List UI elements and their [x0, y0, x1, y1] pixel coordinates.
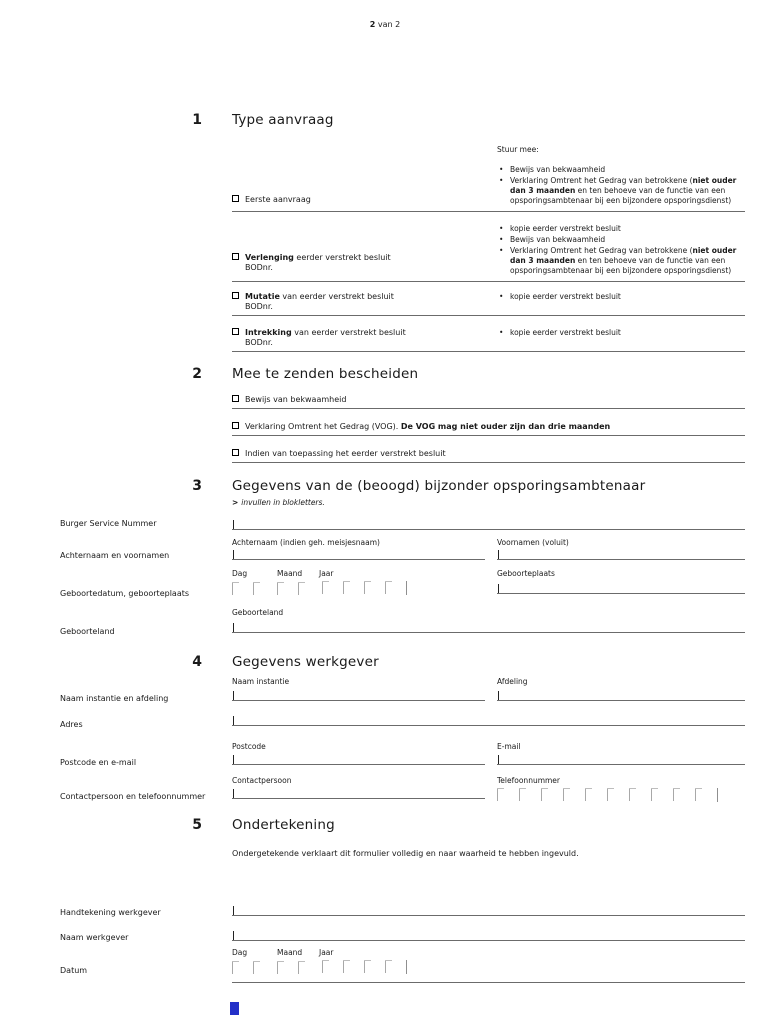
checkbox-row-intrekking[interactable] [232, 328, 485, 338]
bescheiden-item-vog [232, 422, 745, 436]
input-line-afdeling[interactable] [497, 686, 745, 701]
section-5-number: 5 [192, 817, 202, 833]
bodnr-label: BODnr. [245, 263, 273, 272]
side-label-geboorteland: Geboorteland [60, 627, 115, 636]
input-line-datum[interactable] [232, 973, 745, 983]
checkbox-row-mutatie[interactable] [232, 292, 485, 302]
stuur-mee-label: Stuur mee: [497, 145, 539, 154]
checkbox-bewijs-icon[interactable] [232, 395, 239, 402]
section-3-number: 3 [192, 478, 202, 494]
birthdate-comb-field[interactable] [232, 580, 485, 595]
date-labels [232, 569, 485, 578]
stuur-mee-list-eerste [497, 165, 745, 206]
input-line-naam-instantie[interactable] [232, 686, 485, 701]
input-line-postcode[interactable] [232, 751, 485, 765]
section-4-number: 4 [192, 654, 202, 670]
checkbox-mutatie-icon[interactable] [232, 292, 239, 299]
field-label-naam-instantie: Naam instantie [232, 677, 290, 686]
input-line-voornamen[interactable] [497, 547, 745, 560]
checkbox-row-bewijs[interactable] [232, 395, 745, 405]
input-line-bsn[interactable] [232, 519, 745, 530]
list-item: • Bewijs van bekwaamheid [497, 165, 745, 175]
list-item: • Verklaring Omtrent het Gedrag van betrokkene (niet ouder dan 3 maanden en ten behoeve van de functie van een opsporingsambtenaar bij een bijzondere opsporingsdienst) [497, 246, 745, 276]
input-line-achternaam[interactable] [232, 547, 485, 560]
list-item: • kopie eerder verstrekt besluit [497, 292, 745, 302]
corner-print-mark-icon [230, 1002, 239, 1015]
input-line-handtekening[interactable] [232, 906, 745, 916]
stuur-mee-block [497, 145, 745, 207]
checkbox-mutatie-label: Mutatie van eerder verstrekt besluit [245, 292, 394, 301]
side-label-datum: Datum [60, 966, 88, 975]
side-label-naam-werkgever: Naam werkgever [60, 933, 129, 942]
input-line-geboorteplaats[interactable] [497, 578, 745, 594]
checkbox-besluit-icon[interactable] [232, 449, 239, 456]
field-label-geboorteland: Geboorteland [232, 608, 284, 617]
signature-date-comb-field[interactable] [232, 959, 745, 974]
stuur-mee-list-mutatie [497, 292, 745, 302]
field-label-afdeling: Afdeling [497, 677, 528, 686]
field-label-voornamen: Voornamen (voluit) [497, 538, 569, 547]
checkbox-row-besluit[interactable] [232, 449, 745, 459]
checkbox-intrekking-icon[interactable] [232, 328, 239, 335]
side-label-naam-instantie: Naam instantie en afdeling [60, 694, 169, 703]
field-label-dag: Dag [232, 948, 248, 957]
section-1-title: Type aanvraag [232, 112, 334, 128]
checkbox-verlenging-icon[interactable] [232, 253, 239, 260]
checkbox-vog-icon[interactable] [232, 422, 239, 429]
stuur-mee-list-intrekking [497, 328, 745, 338]
field-label-jaar: Jaar [319, 948, 334, 957]
block-mutatie [232, 292, 745, 316]
declaration-statement: Ondergetekende verklaart dit formulier volledig en naar waarheid te hebben ingevuld. [232, 849, 579, 858]
phone-comb-field[interactable] [497, 787, 745, 802]
section-4-heading [0, 654, 770, 671]
block-verlenging [232, 224, 745, 282]
side-label-handtekening: Handtekening werkgever [60, 908, 161, 917]
field-label-maand: Maand [277, 569, 303, 578]
side-label-contactpersoon: Contactpersoon en telefoonnummer [60, 792, 206, 801]
section-3-heading [0, 478, 770, 507]
block-eerste-aanvraag [232, 145, 745, 212]
list-item: • Bewijs van bekwaamheid [497, 235, 745, 245]
field-label-email: E-mail [497, 742, 521, 751]
checkbox-eerste-aanvraag-icon[interactable] [232, 195, 239, 202]
section-4-title: Gegevens werkgever [232, 654, 379, 670]
field-label-telefoonnummer: Telefoonnummer [497, 776, 561, 785]
section-3-title: Gegevens van de (beoogd) bijzonder opsporingsambtenaar [232, 478, 646, 494]
field-label-postcode: Postcode [232, 742, 266, 751]
arrow-icon: > [232, 498, 239, 507]
side-label-geboortedatum: Geboortedatum, geboorteplaats [60, 589, 190, 598]
field-label-jaar: Jaar [319, 569, 334, 578]
section-5-heading [0, 817, 770, 834]
field-label-maand: Maand [277, 948, 303, 957]
stuur-mee-list-verlenging [497, 224, 745, 276]
block-intrekking [232, 328, 745, 352]
bescheiden-item-bewijs [232, 395, 745, 409]
input-line-naam-werkgever[interactable] [232, 931, 745, 941]
side-label-adres: Adres [60, 720, 83, 729]
input-line-contactpersoon[interactable] [232, 785, 485, 799]
list-item: • kopie eerder verstrekt besluit [497, 328, 745, 338]
checkbox-row-verlenging[interactable] [232, 253, 485, 263]
list-item: • Verklaring Omtrent het Gedrag van betrokkene (niet ouder dan 3 maanden en ten behoeve van de functie van een opsporingsambtenaar bij een bijzondere opsporingsdienst) [497, 176, 745, 206]
section-2-number: 2 [192, 366, 202, 382]
checkbox-verlenging-label: Verlenging eerder verstrekt besluit [245, 253, 391, 262]
bodnr-label: BODnr. [245, 302, 273, 311]
field-label-geboorteplaats: Geboorteplaats [497, 569, 555, 578]
page-number [0, 20, 770, 29]
section-1-heading [0, 112, 770, 129]
field-label-achternaam: Achternaam (indien geh. meisjesnaam) [232, 538, 380, 547]
side-label-postcode-email: Postcode en e-mail [60, 758, 137, 767]
checkbox-bewijs-label: Bewijs van bekwaamheid [245, 395, 347, 404]
checkbox-intrekking-label: Intrekking van eerder verstrekt besluit [245, 328, 406, 337]
bodnr-label: BODnr. [245, 338, 273, 347]
side-label-achternaam-voornamen: Achternaam en voornamen [60, 551, 170, 560]
page-number-current: 2 [369, 20, 376, 29]
section-1-number: 1 [192, 112, 202, 128]
checkbox-besluit-label: Indien van toepassing het eerder verstrekt besluit [245, 449, 446, 458]
section-3-subtitle: > invullen in blokletters. [232, 498, 325, 507]
bescheiden-item-besluit [232, 449, 745, 463]
checkbox-vog-label: Verklaring Omtrent het Gedrag (VOG). De VOG mag niet ouder zijn dan drie maanden [245, 422, 611, 431]
checkbox-eerste-aanvraag-label: Eerste aanvraag [245, 195, 311, 204]
section-5-title: Ondertekening [232, 817, 335, 833]
date-labels [232, 948, 745, 957]
list-item: • kopie eerder verstrekt besluit [497, 224, 745, 234]
input-line-geboorteland[interactable] [232, 623, 745, 633]
side-label-bsn: Burger Service Nummer [60, 519, 157, 528]
input-line-email[interactable] [497, 751, 745, 765]
input-line-adres[interactable] [232, 714, 745, 726]
page-number-total: van 2 [375, 20, 401, 29]
section-2-title: Mee te zenden bescheiden [232, 366, 419, 382]
checkbox-row-eerste-aanvraag[interactable] [232, 195, 311, 205]
field-label-contactpersoon: Contactpersoon [232, 776, 292, 785]
field-label-dag: Dag [232, 569, 248, 578]
section-2-heading [0, 366, 770, 383]
checkbox-row-vog[interactable] [232, 422, 745, 432]
